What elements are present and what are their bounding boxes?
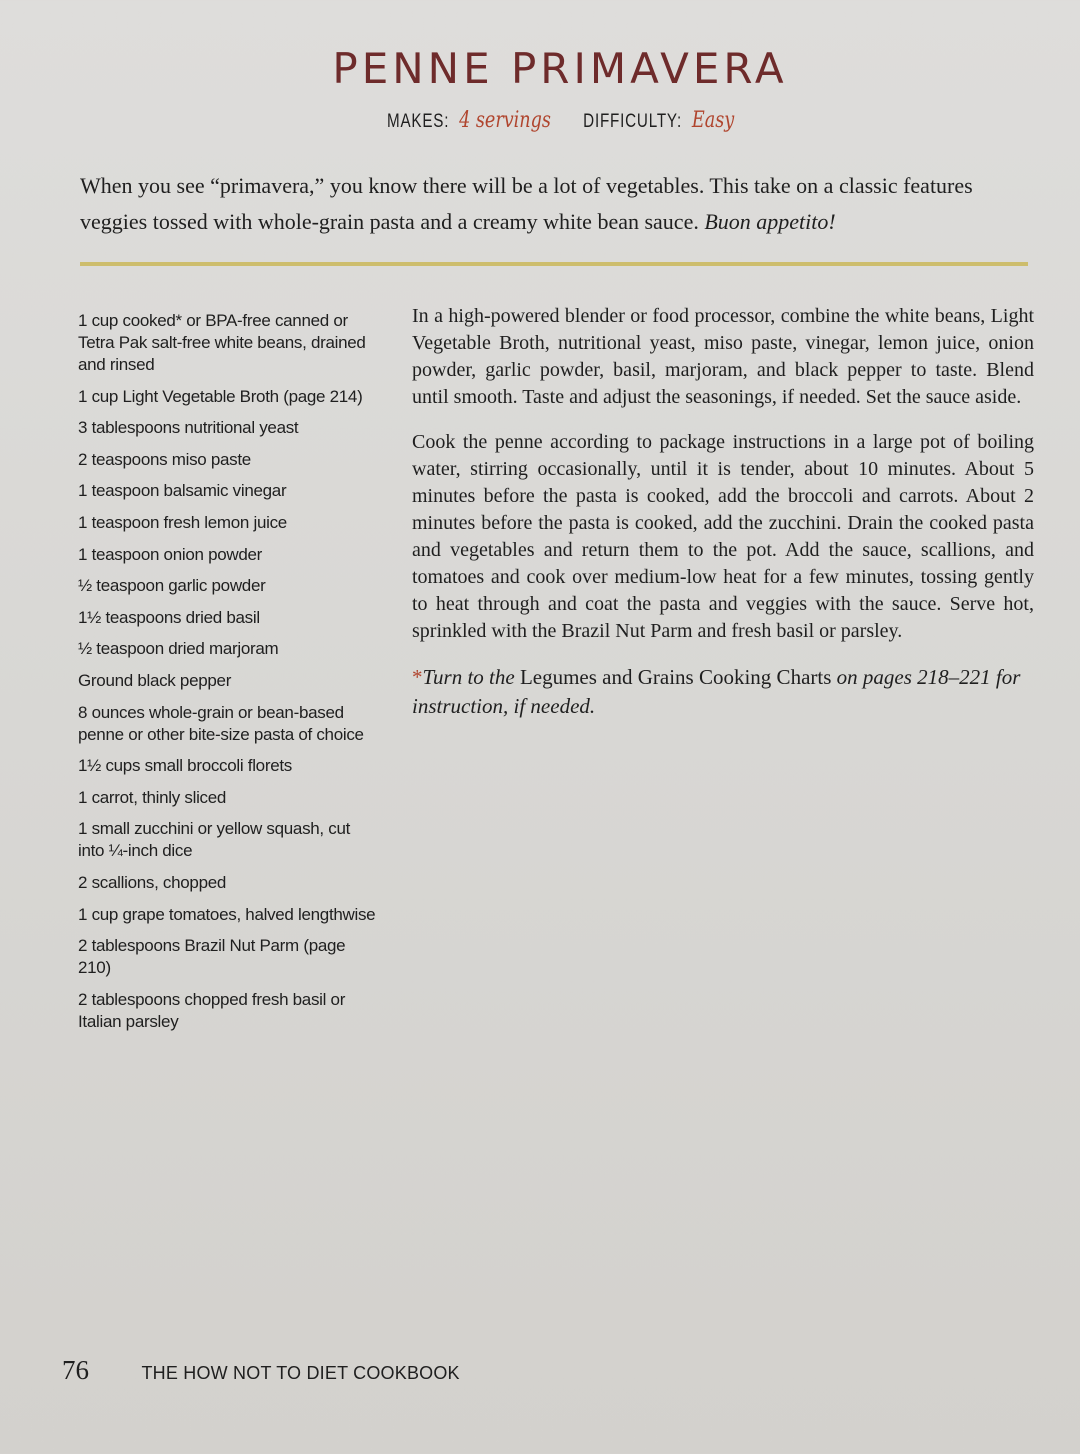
difficulty-label: DIFFICULTY:	[583, 111, 683, 132]
recipe-title: PENNE PRIMAVERA	[332, 44, 788, 93]
book-title: THE HOW NOT TO DIET COOKBOOK	[141, 1363, 460, 1383]
ingredient-item: 8 ounces whole-grain or bean-based penne or other bite-size pasta of choice	[78, 702, 364, 744]
recipe-intro	[80, 168, 1030, 240]
ingredient-item: 1½ teaspoons dried basil	[78, 607, 260, 627]
recipe-meta	[387, 106, 734, 137]
makes-value: 4 servings	[459, 108, 551, 133]
intro-italic: Buon appetito!	[704, 209, 836, 234]
makes-label: MAKES:	[387, 111, 450, 132]
note-italic-1: Turn to the	[422, 665, 515, 689]
note-italic-2: on pages 218–221 for instruction, if needed.	[412, 665, 1021, 718]
ingredient-item: 1 teaspoon fresh lemon juice	[78, 512, 287, 532]
ingredient-item: ½ teaspoon dried marjoram	[78, 639, 279, 659]
page-footer	[62, 1355, 460, 1386]
asterisk: *	[412, 665, 423, 689]
ingredient-item: 2 scallions, chopped	[78, 872, 227, 892]
page-number: 76	[62, 1355, 89, 1385]
ingredient-item: ½ teaspoon garlic powder	[78, 576, 266, 596]
note-regular: Legumes and Grains Cooking Charts	[514, 665, 837, 689]
direction-step-2: Cook the penne according to package instructions in a large pot of boiling water, stirring occasionally, until it is tender, about 10 minutes. About 5 minutes before the pasta is cooked, add the broccoli and carrots. About 2 minutes before the pasta is cooked, add the zucchini. Drain the cooked pasta and vegetables and return them to the pot. Add the sauce, scallions, and tomatoes and cook over medium-low heat for a few minutes, tossing gently to heat through and coat the pasta and veggies with the sauce. Serve hot, sprinkled with the Brazil Nut Parm and fresh basil or parsley.	[412, 431, 1034, 642]
intro-text: When you see “primavera,” you know there will be a lot of vegetables. This take on a classic features veggies tossed with whole-grain pasta and a creamy white bean sauce.	[80, 173, 973, 234]
difficulty-value: Easy	[691, 108, 735, 133]
ingredient-item: Ground black pepper	[78, 670, 232, 690]
ingredient-item: 1 cup grape tomatoes, halved lengthwise	[78, 904, 376, 924]
divider-rule	[80, 262, 1028, 266]
ingredient-item: 1 cup Light Vegetable Broth (page 214)	[78, 386, 363, 406]
ingredient-item: 3 tablespoons nutritional yeast	[78, 418, 299, 438]
ingredient-item: 2 tablespoons Brazil Nut Parm (page 210)	[78, 936, 346, 978]
ingredient-item: 2 teaspoons miso paste	[78, 449, 251, 469]
directions	[412, 303, 1034, 721]
footnote	[412, 663, 1034, 721]
direction-step-1: In a high-powered blender or food processor, combine the white beans, Light Vegetable Broth, nutritional yeast, miso paste, vinegar, lemon juice, onion powder, garlic powder, basil, marjoram, and black pepper to taste. Blend until smooth. Taste and adjust the seasonings, if needed. Set the sauce aside.	[412, 305, 1034, 408]
ingredient-list	[78, 310, 378, 1042]
ingredient-item: 1 cup cooked* or BPA-free canned or Tetra Pak salt-free white beans, drained and rinsed	[78, 311, 366, 374]
ingredient-item: 1 teaspoon onion powder	[78, 544, 263, 564]
ingredient-item: 2 tablespoons chopped fresh basil or Italian parsley	[78, 989, 346, 1031]
ingredient-item: 1 small zucchini or yellow squash, cut into ¼-inch dice	[78, 819, 351, 861]
ingredient-item: 1 carrot, thinly sliced	[78, 787, 227, 807]
ingredient-item: 1 teaspoon balsamic vinegar	[78, 481, 287, 501]
ingredient-item: 1½ cups small broccoli florets	[78, 756, 292, 776]
